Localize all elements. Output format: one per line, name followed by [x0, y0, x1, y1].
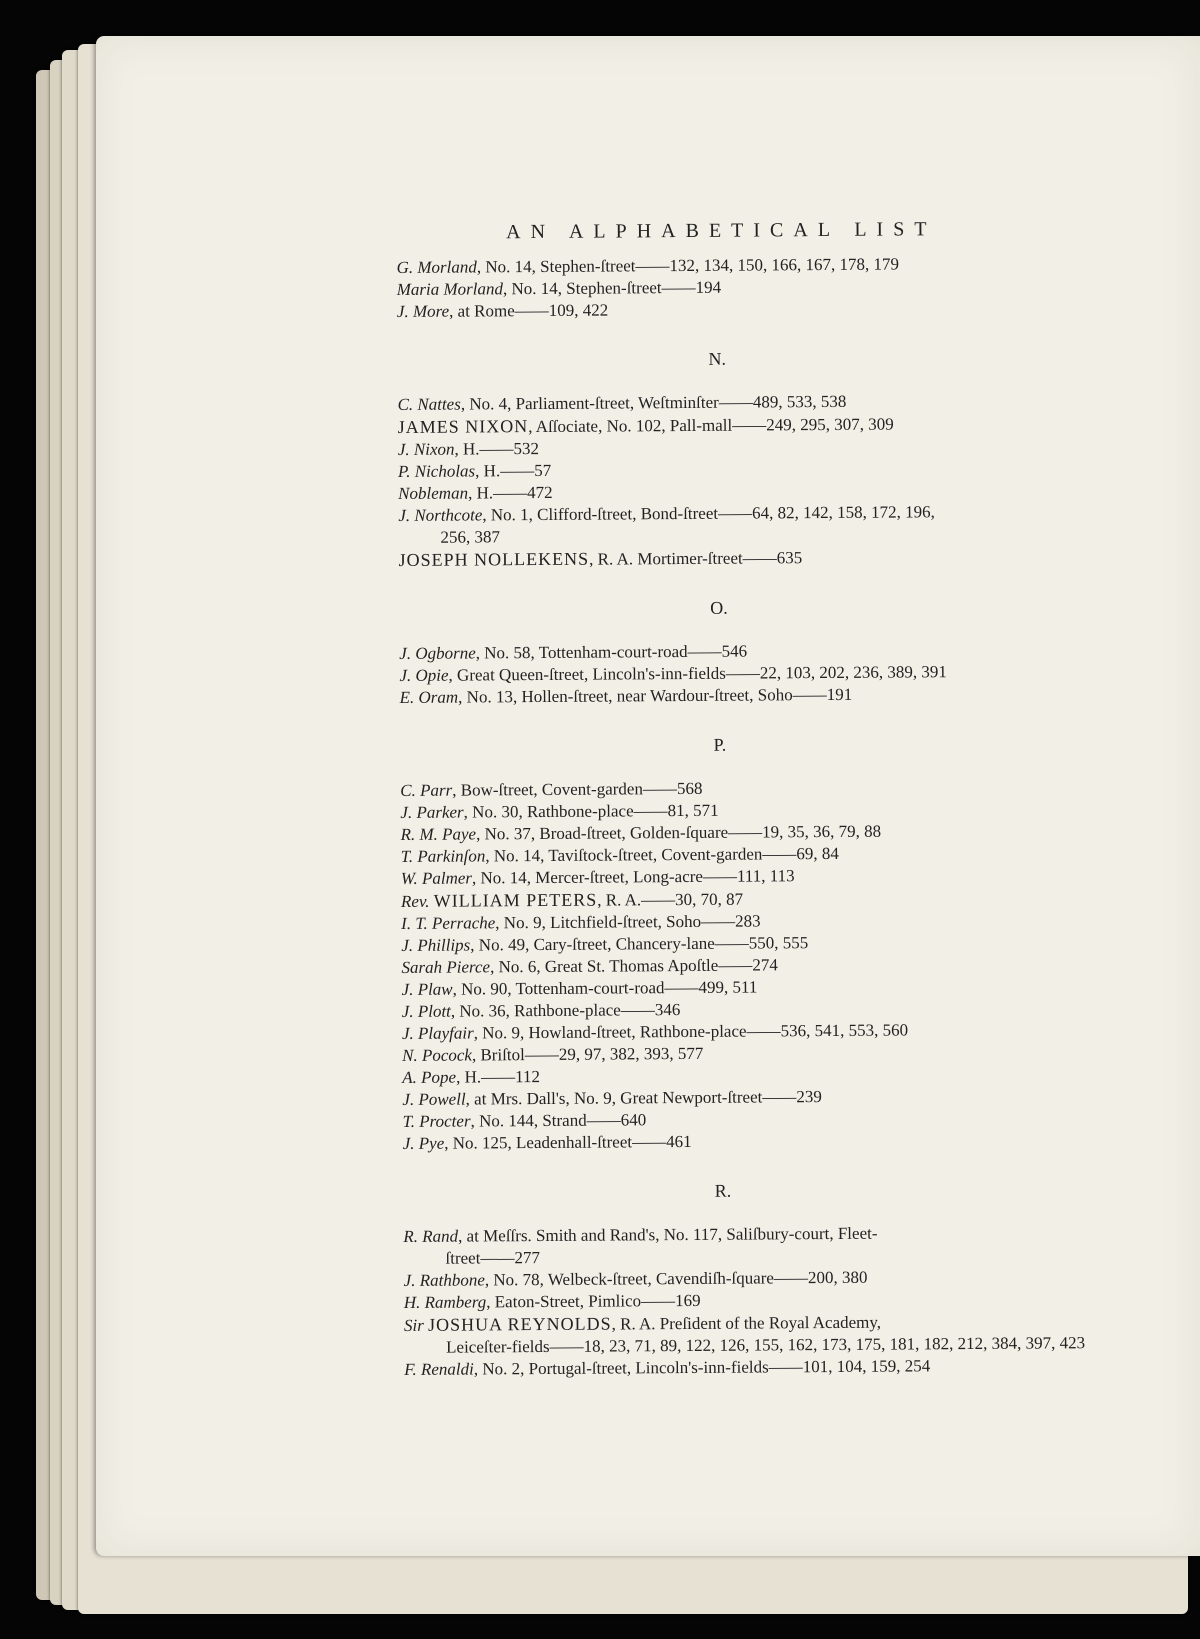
- entry-text: , No. 13, Hollen-ſtreet, near Wardour-ſtreet, Soho——191: [458, 684, 853, 707]
- entry-text: , No. 78, Welbeck-ſtreet, Cavendiſh-ſquare——200, 380: [484, 1267, 868, 1290]
- entry-name: R. Rand: [403, 1226, 459, 1246]
- entry-name: J. More: [396, 301, 450, 321]
- entry-text: , R. A. Preſident of the Royal Academy,: [611, 1312, 882, 1334]
- sections-container: [396, 252, 1184, 1381]
- entry-text: , Bow-ſtreet, Covent-garden——568: [452, 778, 703, 800]
- entry-name: T. Procter: [402, 1111, 471, 1131]
- entry-name: H. Ramberg: [403, 1292, 487, 1312]
- entry-name: JAMES NIXON: [397, 416, 529, 437]
- entry-text: , Eaton-Street, Pimlico——169: [486, 1290, 701, 1312]
- entry-name: J. Parker: [400, 802, 464, 822]
- entry-name: C. Parr: [400, 780, 453, 800]
- section: [396, 252, 1176, 331]
- entry-name: J. Playfair: [401, 1023, 474, 1043]
- entry-text: , No. 37, Broad-ſtreet, Golden-ſquare——19, 35, 36, 79, 88: [475, 821, 882, 844]
- section: [403, 1178, 1184, 1381]
- section-letter: O.: [710, 597, 728, 618]
- entry-text: , No. 14, Stephen-ſtreet——194: [502, 277, 722, 299]
- entry-prefix: Rev.: [400, 891, 430, 911]
- entry-text: , No. 14, Mercer-ſtreet, Long-acre——111, 113: [471, 866, 795, 888]
- entry-name: Sarah Pierce: [401, 957, 491, 977]
- entry-name: J. Ogborne: [399, 643, 476, 663]
- entry-name: J. Pye: [402, 1133, 445, 1153]
- entry-text: , Aſſociate, No. 102, Pall-mall——249, 295, 307, 309: [528, 414, 894, 437]
- entry-prefix: Sir: [403, 1315, 424, 1335]
- entry-name: J. Powell: [402, 1089, 466, 1109]
- entry-text: , Great Queen-ſtreet, Lincoln's-inn-fields——22, 103, 202, 236, 389, 391: [448, 662, 947, 685]
- list-entry: [404, 1354, 1184, 1381]
- entry-name: J. Plott: [401, 1001, 451, 1021]
- page-heading: AN ALPHABETICAL LIST: [506, 218, 937, 244]
- entry-name: WILLIAM PETERS: [433, 889, 598, 911]
- entry-name: J. Plaw: [401, 979, 453, 999]
- entry-name: F. Renaldi: [404, 1359, 474, 1379]
- page-text-block: [396, 181, 1184, 1381]
- entry-text: , No. 2, Portugal-ſtreet, Lincoln's-inn-fields——101, 104, 159, 254: [473, 1356, 931, 1379]
- entry-text: , No. 144, Strand——640: [470, 1110, 647, 1131]
- entry-text: , No. 36, Rathbone-place——346: [450, 1000, 681, 1021]
- entry-text: , R. A.——30, 70, 87: [597, 889, 744, 910]
- entry-name: Maria Morland: [396, 279, 504, 299]
- entry-name: Nobleman: [398, 483, 469, 503]
- section: [400, 732, 1183, 1163]
- list-entry: [403, 1221, 1183, 1270]
- entry-text: , No. 9, Litchfield-ſtreet, Soho——283: [495, 911, 761, 933]
- entry-name: J. Northcote: [398, 505, 483, 525]
- entry-name: JOSEPH NOLLEKENS: [398, 548, 590, 570]
- section-letter: P.: [713, 734, 727, 755]
- section-letter: N.: [708, 348, 727, 369]
- entry-name: J. Nixon: [397, 439, 455, 459]
- entry-name: J. Rathbone: [403, 1270, 485, 1290]
- entry-text: , H.——532: [454, 439, 540, 459]
- entry-text: , H.——57: [475, 460, 552, 481]
- entry-text: , Briſtol——29, 97, 382, 393, 577: [471, 1043, 704, 1065]
- entry-name: JOSHUA REYNOLDS: [427, 1313, 612, 1335]
- entry-continuation: Leiceſter-fields——18, 23, 71, 89, 122, 126, 155, 162, 173, 175, 181, 182, 212, 384, 397, 423: [446, 1333, 1086, 1357]
- book-page: [96, 36, 1200, 1556]
- entry-name: J. Opie: [399, 665, 449, 685]
- section: [399, 595, 1180, 717]
- entry-text: , at Meſſrs. Smith and Rand's, No. 117, Saliſbury-court, Fleet-: [458, 1223, 878, 1246]
- entry-text: , H.——472: [467, 482, 553, 503]
- entry-text: , No. 14, Stephen-ſtreet——132, 134, 150, 166, 167, 178, 179: [476, 254, 900, 277]
- entry-name: C. Nattes: [397, 394, 461, 414]
- entry-text: , No. 30, Rathbone-place——81, 571: [463, 800, 719, 822]
- entry-text: , No. 14, Taviſtock-ſtreet, Covent-garden——69, 84: [485, 843, 839, 866]
- entry-name: P. Nicholas: [397, 461, 476, 481]
- entry-name: W. Palmer: [400, 868, 473, 888]
- entry-text: , at Rome——109, 422: [449, 300, 609, 321]
- entry-name: A. Pope: [402, 1067, 457, 1087]
- entry-text: , at Mrs. Dall's, No. 9, Great Newport-ſtreet——239: [465, 1087, 822, 1109]
- entry-text: , H.——112: [455, 1067, 541, 1087]
- section-letter: R.: [714, 1180, 732, 1201]
- entry-name: G. Morland: [396, 257, 477, 277]
- entry-name: I. T. Perrache: [401, 913, 496, 933]
- entry-text: , R. A. Mortimer-ſtreet——635: [589, 548, 803, 569]
- entry-continuation: ſtreet——277: [445, 1248, 540, 1268]
- entry-name: E. Oram: [399, 687, 459, 707]
- entry-continuation: 256, 387: [440, 527, 501, 547]
- list-entry: [404, 1309, 1184, 1359]
- entry-name: T. Parkinſon: [400, 846, 486, 866]
- entry-name: J. Phillips: [401, 935, 471, 955]
- entry-text: , No. 49, Cary-ſtreet, Chancery-lane——550, 555: [470, 933, 809, 955]
- entry-name: N. Pocock: [402, 1045, 472, 1065]
- entry-text: , No. 58, Tottenham-court-road——546: [475, 641, 748, 663]
- entry-text: , No. 9, Howland-ſtreet, Rathbone-place——536, 541, 553, 560: [473, 1020, 909, 1043]
- list-entry: [398, 500, 1178, 549]
- entry-text: , No. 6, Great St. Thomas Apoſtle——274: [489, 955, 778, 977]
- entry-text: , No. 125, Leadenhall-ſtreet——461: [444, 1131, 692, 1153]
- entry-text: , No. 90, Tottenham-court-road——499, 511: [452, 977, 758, 999]
- entry-text: , No. 1, Clifford-ſtreet, Bond-ſtreet——64, 82, 142, 158, 172, 196,: [482, 502, 935, 525]
- entry-name: R. M. Paye: [400, 824, 477, 844]
- section: [397, 346, 1179, 580]
- entry-text: , No. 4, Parliament-ſtreet, Weſtminſter——489, 533, 538: [460, 391, 847, 414]
